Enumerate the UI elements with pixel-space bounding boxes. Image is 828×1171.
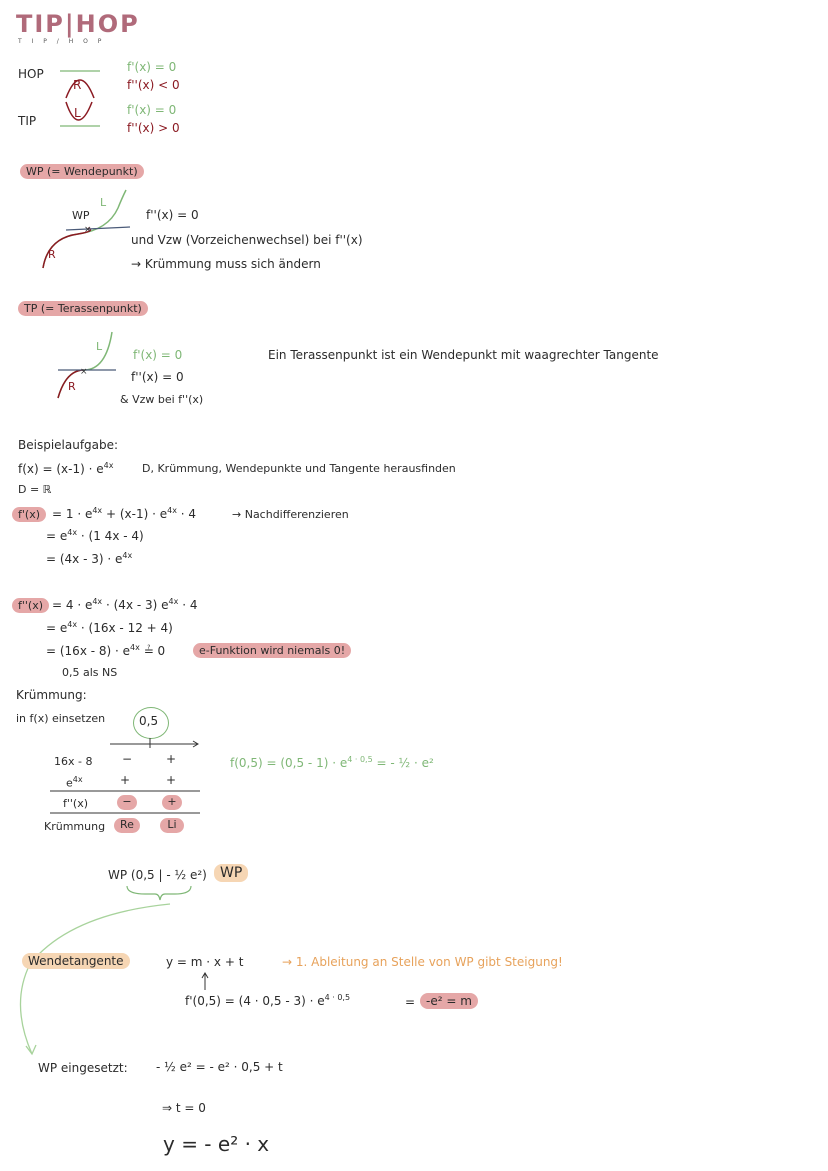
inserted-label: WP eingesetzt: <box>38 1061 128 1075</box>
hop-label: HOP <box>18 67 44 81</box>
tangente-m: -e² = m <box>420 993 478 1009</box>
tp-graph <box>56 330 116 400</box>
f2-line2: = $e^{4x} \cdot (16x - 12 + 4)$ <box>46 620 173 635</box>
f2-line3: = $(16x - 8) \cdot e^{4x}$ ≟ 0 <box>46 643 166 658</box>
row2-left: + <box>120 773 131 787</box>
svg-text:×: × <box>80 367 88 377</box>
ns-note: 0,5 als NS <box>62 666 118 679</box>
row2-right: + <box>166 773 177 787</box>
wp-line2: und Vzw (Vorzeichenwechsel) bei f''(x) <box>131 233 363 247</box>
hop-curve <box>60 64 110 100</box>
tangente-f1: $f'(0,5) = (4 \cdot 0,5 - 3) \cdot e^{4 \cdot 0,5}$ <box>185 993 351 1008</box>
wp-graph-l: L <box>100 196 107 209</box>
tip-letter: L <box>74 106 81 120</box>
example-domain: D = ℝ <box>18 483 52 496</box>
kruemmung-heading: Krümmung: <box>16 688 87 702</box>
wp-result-label: WP <box>214 864 248 882</box>
row1-label: 16x - 8 <box>54 755 93 768</box>
tp-note: Ein Terassenpunkt ist ein Wendepunkt mit waagrechter Tangente <box>268 348 659 362</box>
title-subtext: T I P / H O P <box>18 38 106 45</box>
example-func: $f(x) = (x-1) \cdot e^{4x}$ <box>18 461 114 476</box>
f1-label: f'(x) <box>12 507 46 522</box>
f1-line1: = $1 \cdot e^{4x} + (x-1) \cdot e^{4x} \cdot 4$ <box>52 506 197 521</box>
t-result: ⇒ t = 0 <box>162 1101 206 1115</box>
row4-label: Krümmung <box>44 820 106 833</box>
row2-label: $e^{4x}$ <box>66 775 83 790</box>
final-equation: y = - e² · x <box>163 1132 270 1156</box>
point-value: 0,5 <box>139 714 159 728</box>
tp-graph-r: R <box>68 380 76 393</box>
tangente-eq: y = m · x + t <box>166 955 244 969</box>
kruemmung-sub: in f(x) einsetzen <box>16 712 106 725</box>
inserted-eq: - ½ e² = - e² · 0,5 + t <box>156 1060 283 1074</box>
hop-cond1: f'(x) = 0 <box>127 60 177 74</box>
page-title: TIP|HOP <box>16 10 140 38</box>
tp-line3: & Vzw bei f''(x) <box>120 393 204 406</box>
wp-heading: WP (= Wendepunkt) <box>20 164 144 179</box>
f2-line1: = $4 \cdot e^{4x} \cdot (4x - 3) e^{4x} \cdot 4$ <box>52 597 198 612</box>
row3-label: f''(x) <box>63 797 89 810</box>
wp-graph-r: R <box>48 248 56 261</box>
tp-graph-l: L <box>96 340 103 353</box>
wp-line1: f''(x) = 0 <box>146 208 199 222</box>
tp-line2: f''(x) = 0 <box>131 370 184 384</box>
tangente-heading: Wendetangente <box>22 953 130 969</box>
f1-line3: = $(4x - 3) \cdot e^{4x}$ <box>46 551 133 566</box>
f1-note: → Nachdifferenzieren <box>232 508 349 521</box>
f2-label: f''(x) <box>12 598 49 613</box>
tangente-note: → 1. Ableitung an Stelle von WP gibt Steigung! <box>282 955 563 969</box>
tp-heading: TP (= Terassenpunkt) <box>18 301 148 316</box>
up-arrow <box>200 972 210 990</box>
green-arrow <box>10 894 180 1062</box>
tp-line1: f'(x) = 0 <box>133 348 183 362</box>
row1-left: − <box>122 752 133 766</box>
svg-text:×: × <box>84 225 92 235</box>
example-task: D, Krümmung, Wendepunkte und Tangente herausfinden <box>142 462 456 475</box>
hop-letter: R <box>73 78 82 92</box>
tip-curve <box>60 102 110 134</box>
hop-cond2: f''(x) < 0 <box>127 78 180 92</box>
tip-cond2: f''(x) > 0 <box>127 121 180 135</box>
row4-right: Li <box>160 818 184 833</box>
row1-right: + <box>166 752 177 766</box>
wp-result: WP (0,5 | - ½ e²) <box>108 868 207 882</box>
row3-right: + <box>162 795 182 810</box>
tip-cond1: f'(x) = 0 <box>127 103 177 117</box>
f1-line2: = $e^{4x} \cdot (1$ 4x - 4) <box>46 528 144 543</box>
tangente-f1-eq: = <box>405 995 416 1009</box>
f2-note: e-Funktion wird niemals 0! <box>193 643 351 658</box>
wp-graph-label: WP <box>72 209 90 222</box>
tip-label: TIP <box>18 114 37 128</box>
row3-left: − <box>117 795 137 810</box>
example-heading: Beispielaufgabe: <box>18 438 119 452</box>
kruemmung-calc: $f(0,5) = (0,5 - 1) \cdot e^{4 \cdot 0,5}$ = - ½ · e² <box>230 755 434 770</box>
wp-line3: → Krümmung muss sich ändern <box>131 257 321 271</box>
row4-left: Re <box>114 818 140 833</box>
